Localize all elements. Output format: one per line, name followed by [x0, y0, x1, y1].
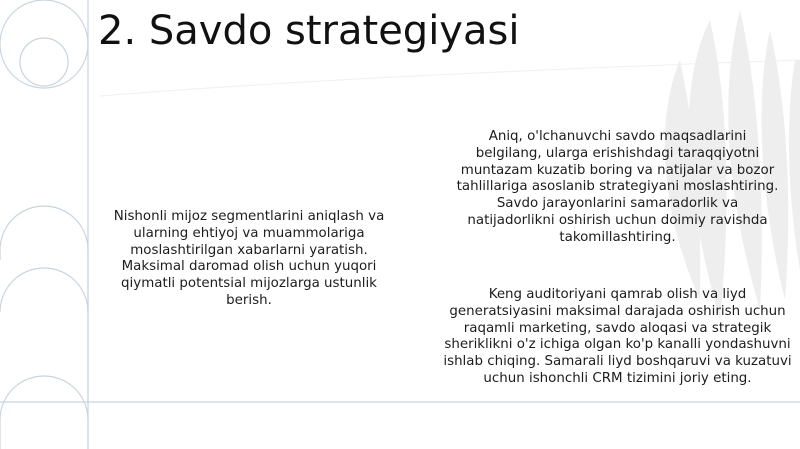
arch-outline-upper: [0, 206, 88, 402]
slide-title: 2. Savdo strategiyasi: [98, 8, 520, 54]
arch-outline-lower: [0, 376, 88, 449]
large-circle-outline: [0, 0, 88, 88]
arch-outline-middle: [0, 268, 88, 312]
paragraph-segments: Nishonli mijoz segmentlarini aniqlash va ularning ehtiyoj va muammolariga moslashtirilgan xabarlarni yaratish. Maksimal daromad olish uchun yuqori qiymatli potentsial mijozlarga ustunlik berish.: [113, 209, 385, 308]
paragraph-goals: Aniq, o'lchanuvchi savdo maqsadlarini belgilang, ularga erishishdagi taraqqiyotni muntazam kuzatib boring va natijalar va bozor tahlillariga asoslanib strategiyani moslashtiring. Savdo jarayonlarini samaradorlik va natijadorlikni oshirish uchun doimiy ravishda takomillashtiring.: [456, 129, 779, 245]
small-circle-outline: [20, 38, 68, 86]
paragraph-channels: Keng auditoriyani qamrab olish va liyd generatsiyasini maksimal darajada oshirish uchun raqamli marketing, savdo aloqasi va strategik sheriklikni o'z ichiga olgan ko'p kanalli yondashuvni ishlab chiqing. Samarali liyd boshqaruvi va kuzatuvi uchun ishonchli CRM tizimini joriy eting.: [443, 287, 792, 386]
